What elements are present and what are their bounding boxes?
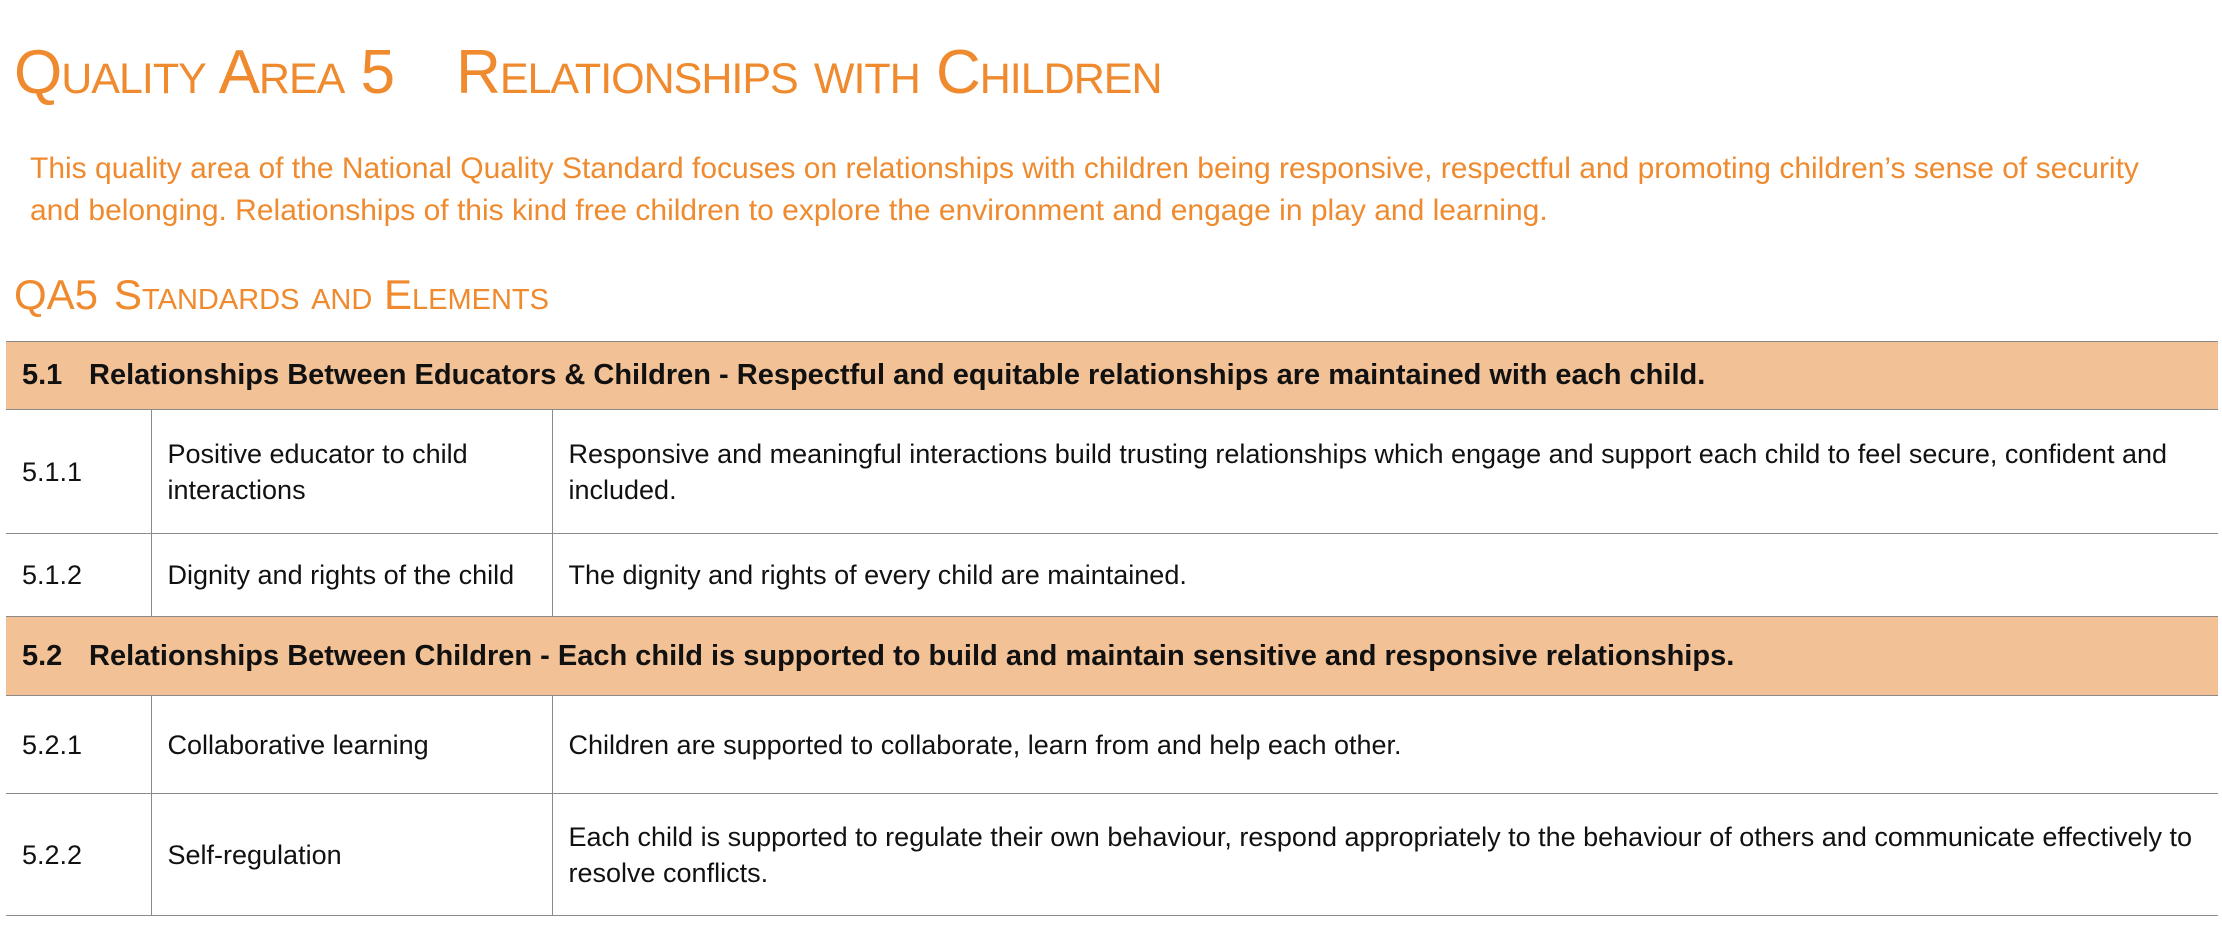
element-row xyxy=(6,410,2218,534)
element-name: Dignity and rights of the child xyxy=(151,534,552,617)
section-name: Standards and Elements xyxy=(114,271,549,318)
element-description: The dignity and rights of every child are maintained. xyxy=(552,534,2218,617)
element-description: Responsive and meaningful interactions build trusting relationships which engage and support each child to feel secure, confident and included. xyxy=(552,410,2218,534)
page-title xyxy=(14,38,1162,107)
standard-title: Relationships Between Educators & Children - Respectful and equitable relationships are maintained with each child. xyxy=(89,359,1706,391)
standard-cell xyxy=(6,617,2218,696)
intro-paragraph: This quality area of the National Quality Standard focuses on relationships with children being responsive, respectful and promoting children’s sense of security and belonging. Relationships of this kind free children to explore the environment and engage in play and learning. xyxy=(30,152,2139,227)
element-number: 5.2.2 xyxy=(6,794,151,916)
element-name: Positive educator to child interactions xyxy=(151,410,552,534)
standard-number: 5.1 xyxy=(22,359,63,391)
section-title xyxy=(14,271,549,318)
quality-area-name: Relationships with Children xyxy=(456,38,1162,107)
element-name: Collaborative learning xyxy=(151,696,552,794)
standards-table xyxy=(6,341,2218,916)
element-name: Self-regulation xyxy=(151,794,552,916)
quality-area-label: Quality Area 5 xyxy=(14,38,395,107)
standard-row xyxy=(6,617,2218,696)
element-description: Each child is supported to regulate their own behaviour, respond appropriately to the behaviour of others and communicate effectively to resolve conflicts. xyxy=(552,794,2218,916)
element-row xyxy=(6,534,2218,617)
standard-number: 5.2 xyxy=(22,639,63,672)
element-row xyxy=(6,696,2218,794)
standard-row xyxy=(6,342,2218,410)
element-number: 5.2.1 xyxy=(6,696,151,794)
element-number: 5.1.2 xyxy=(6,534,151,617)
section-code: QA5 xyxy=(14,271,99,318)
element-row xyxy=(6,794,2218,916)
standard-title: Relationships Between Children - Each child is supported to build and maintain sensitive and responsive relationships. xyxy=(89,639,1735,672)
element-description: Children are supported to collaborate, learn from and help each other. xyxy=(552,696,2218,794)
element-number: 5.1.1 xyxy=(6,410,151,534)
standard-cell xyxy=(6,342,2218,410)
